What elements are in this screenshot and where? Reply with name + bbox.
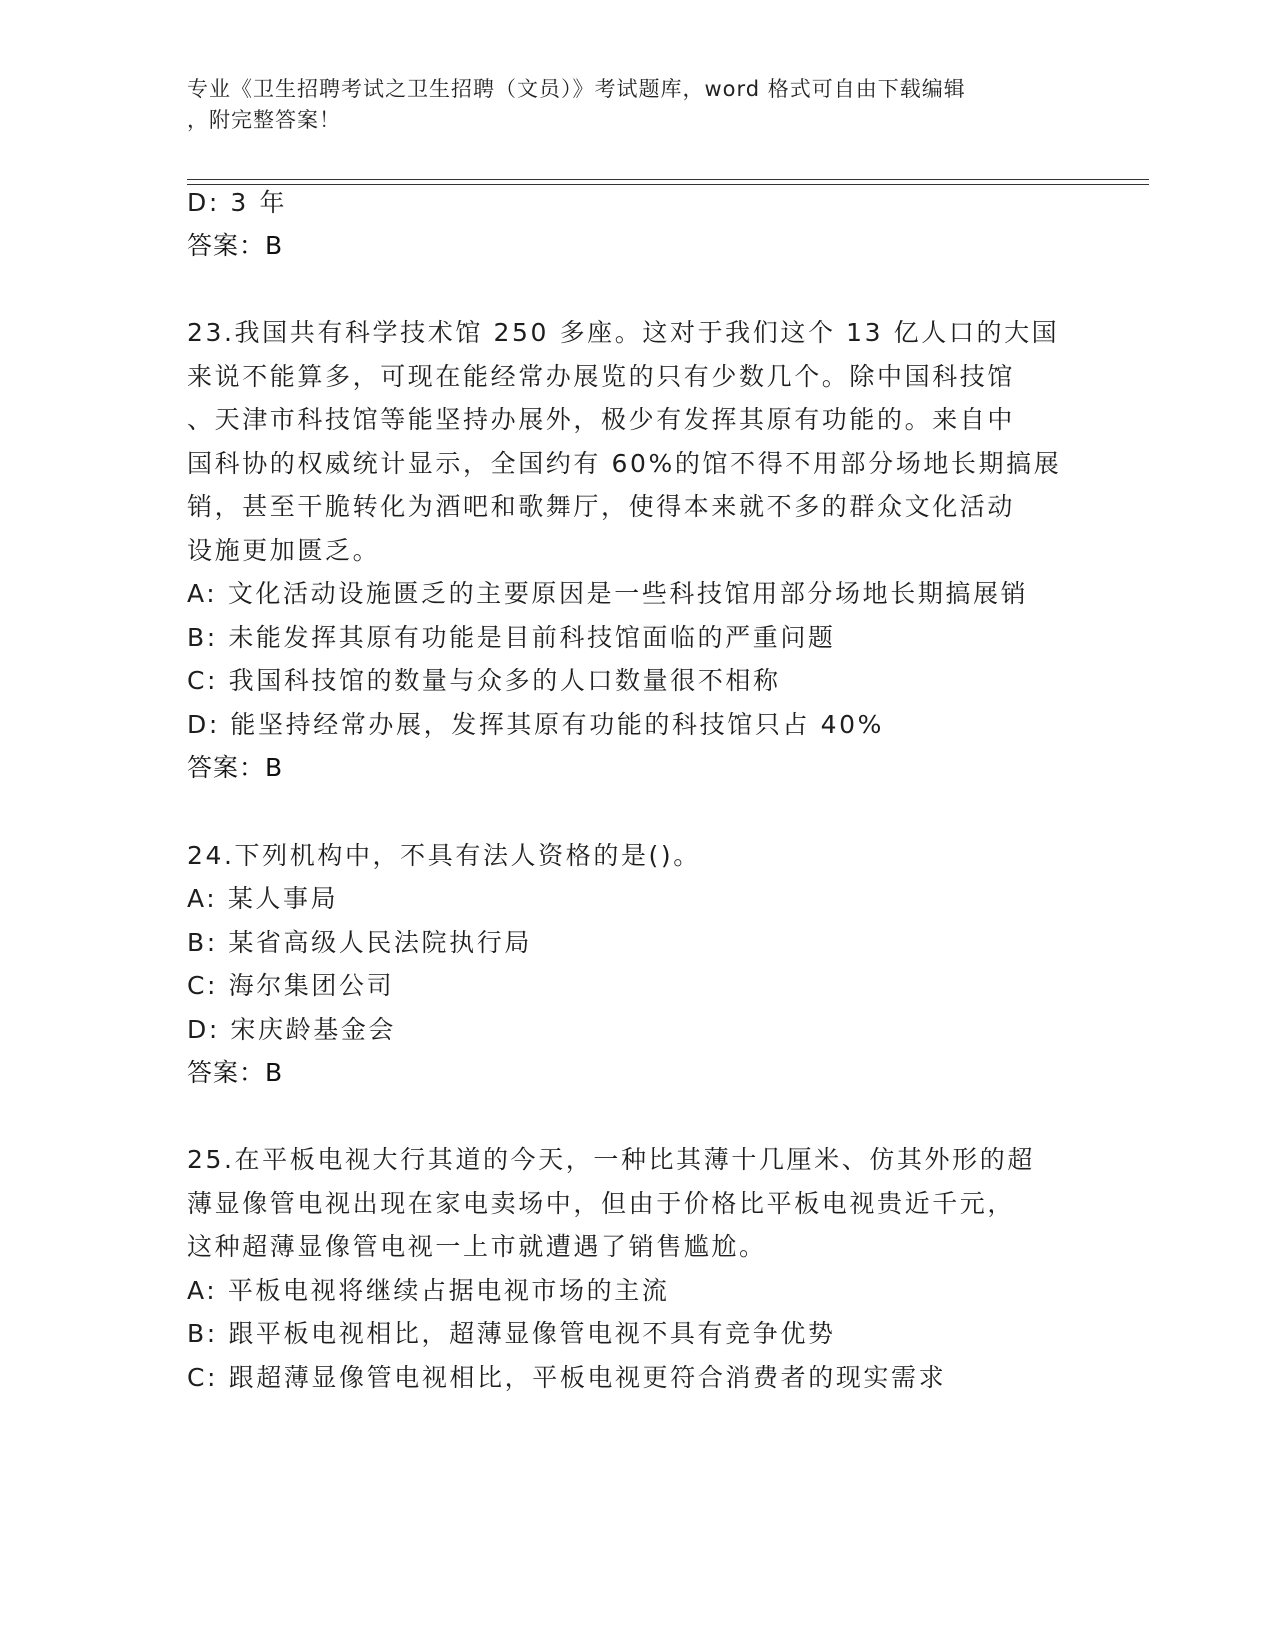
q24-option-a: A: 某人事局 [187,884,339,913]
q24-answer: 答案：B [187,1058,284,1087]
prev-option-d: D: 3 年 [187,188,288,217]
q23-stem-line: 来说不能算多，可现在能经常办展览的只有少数几个。除中国科技馆 [187,362,1016,391]
document-header [187,74,1067,136]
q23-stem-line: 设施更加匮乏。 [187,536,381,565]
q23-stem-line: 销，甚至干脆转化为酒吧和歌舞厅，使得本来就不多的群众文化活动 [187,492,1016,521]
q24-stem-line: 24.下列机构中，不具有法人资格的是()。 [187,841,701,870]
q25-stem-line: 薄显像管电视出现在家电卖场中，但由于价格比平板电视贵近千元， [187,1189,1016,1218]
q23-option-d: D: 能坚持经常办展，发挥其原有功能的科技馆只占 40% [187,710,884,739]
q25-stem-line: 这种超薄显像管电视一上市就遭遇了销售尴尬。 [187,1232,767,1261]
q23-option-a: A: 文化活动设施匮乏的主要原因是一些科技馆用部分场地长期搞展销 [187,579,1029,608]
q25-option-b: B: 跟平板电视相比，超薄显像管电视不具有竞争优势 [187,1319,836,1348]
prev-answer: 答案：B [187,231,284,260]
q25-option-c: C: 跟超薄显像管电视相比，平板电视更符合消费者的现实需求 [187,1363,947,1392]
q25-option-a: A: 平板电视将继续占据电视市场的主流 [187,1276,670,1305]
header-line-1: 专业《卫生招聘考试之卫生招聘（文员）》考试题库，word 格式可自由下载编辑 [187,77,966,101]
header-divider-bottom [187,184,1149,185]
q23-answer: 答案：B [187,753,284,782]
q23-stem-line: 国科协的权威统计显示，全国约有 60%的馆不得不用部分场地长期搞展 [187,449,1062,478]
header-line-2: ，附完整答案！ [187,108,341,132]
q24-option-b: B: 某省高级人民法院执行局 [187,928,532,957]
q23-stem-line: 23.我国共有科学技术馆 250 多座。这对于我们这个 13 亿人口的大国 [187,318,1060,347]
q25-stem-line: 25.在平板电视大行其道的今天，一种比其薄十几厘米、仿其外形的超 [187,1145,1035,1174]
q23-stem-line: 、天津市科技馆等能坚持办展外，极少有发挥其原有功能的。来自中 [187,405,1016,434]
q24-option-d: D: 宋庆龄基金会 [187,1015,397,1044]
q24-option-c: C: 海尔集团公司 [187,971,395,1000]
q23-option-b: B: 未能发挥其原有功能是目前科技馆面临的严重问题 [187,623,836,652]
header-divider-top [187,179,1149,180]
q23-option-c: C: 我国科技馆的数量与众多的人口数量很不相称 [187,666,781,695]
